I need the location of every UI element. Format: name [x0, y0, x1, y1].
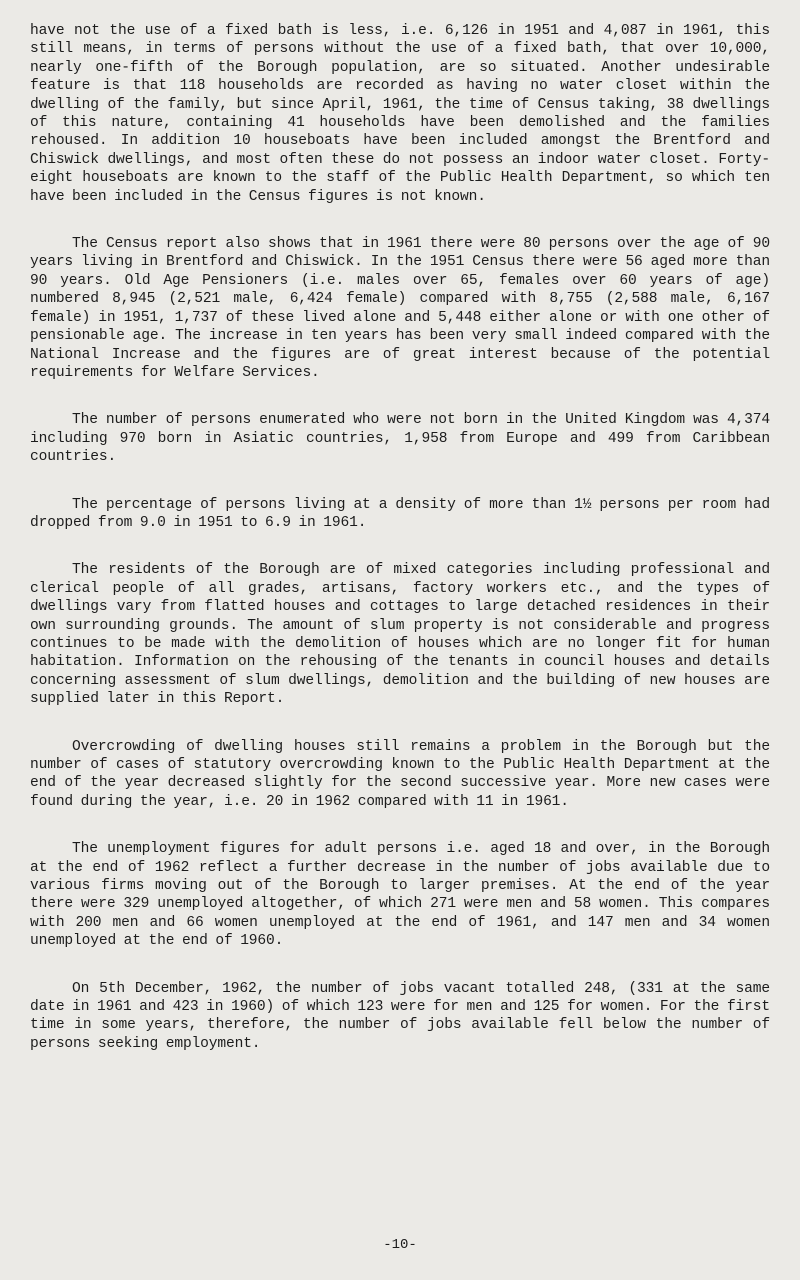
paragraph-density: The percentage of persons living at a density of more than 1½ persons per room had dropped from 9.0 in 1951 to 6.9 in 1961. [30, 496, 770, 531]
page-number: -10- [383, 1237, 417, 1253]
paragraph-birthplace: The number of persons enumerated who were not born in the United Kingdom was 4,374 including 970 born in Asiatic countries, 1,958 from Europe and 499 from Caribbean countries. [30, 412, 770, 466]
paragraph-unemployment: The unemployment figures for adult persons i.e. aged 18 and over, in the Borough at the end of 1962 reflect a further decrease in the number of jobs available due to various firms moving out of the Borough to larger premises. At the end of the year there were 329 unemployed altogether, of which 271 were men and 58 women. This compares with 200 men and 66 women unemployed at the end of 1961, and 147 men and 34 women unemployed at the end of 1960. [30, 841, 770, 950]
paragraph-jobs-vacant: On 5th December, 1962, the number of jobs vacant totalled 248, (331 at the same date in 1961 and 423 in 1960) of which 123 were for men and 125 for women. For the first time in some years, therefore, the number of jobs available fell below the number of persons seeking employment. [30, 980, 770, 1052]
paragraph-residents-and-dwellings: The residents of the Borough are of mixed categories including professional and clerical people of all grades, artisans, factory workers etc., and the types of dwellings vary from flatted houses and cottages to large detached residences in their own surrounding grounds. The amount of slum property is not considerable and progress continues to be made with the demolition of houses which are no longer fit for human habitation. Information on the rehousing of the tenants in council houses and details concerning assessment of slum dwellings, demolition and the building of new houses are supplied later in this Report. [30, 562, 770, 708]
paragraph-bath-and-water-closets: have not the use of a fixed bath is less, i.e. 6,126 in 1951 and 4,087 in 1961, this still means, in terms of persons without the use of a fixed bath, that over 10,000, nearly one-fifth of the Borough population, are so situated. Another undesirable feature is that 118 households are recorded as having no water closet within the dwelling of the family, but since April, 1961, the time of Census taking, 38 dwellings of this nature, containing 41 households have been demolished and the families rehoused. In addition 10 houseboats have been included amongst the Brentford and Chiswick dwellings, and most often these do not possess an indoor water closet. Forty-eight houseboats are known to the staff of the Public Health Department, so which ten have been included in the Census figures is not known. [30, 23, 770, 205]
document-page [30, 22, 770, 1082]
paragraph-overcrowding: Overcrowding of dwelling houses still remains a problem in the Borough but the number of cases of statutory overcrowding known to the Public Health Department at the end of the year decreased slightly for the second successive year. More new cases were found during the year, i.e. 20 in 1962 compared with 11 in 1961. [30, 738, 770, 810]
paragraph-aged-persons: The Census report also shows that in 1961 there were 80 persons over the age of 90 years living in Brentford and Chiswick. In the 1951 Census there were 56 aged more than 90 years. Old Age Pensioners (i.e. males over 65, females over 60 years of age) numbered 8,945 (2,521 male, 6,424 female) compared with 8,755 (2,588 male, 6,167 female) in 1951, 1,737 of these lived alone and 5,448 either alone or with one other of pensionable age. The increase in ten years has been very small indeed compared with the National Increase and the figures are of great interest because of the potential requirements for Welfare Services. [30, 236, 770, 381]
